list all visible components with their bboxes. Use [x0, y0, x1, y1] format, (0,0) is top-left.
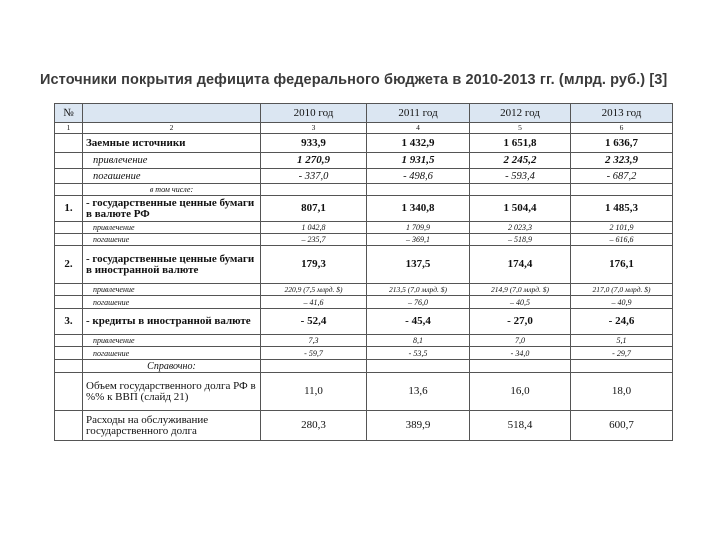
value-2010: – 41,6: [261, 296, 367, 309]
row-label: Объем государственного долга РФ в %% к ВВП (слайд 21): [83, 373, 261, 411]
domestic-securities-row: [55, 196, 673, 222]
borrowed-sources-row: [55, 134, 673, 153]
value-2013: - 24,6: [571, 309, 673, 335]
value-2010: 1 270,9: [261, 153, 367, 169]
value-2011: 1 709,9: [367, 222, 470, 234]
value-2013: 2 323,9: [571, 153, 673, 169]
value-2012: - 593,4: [470, 169, 571, 184]
value-2010: - 59,7: [261, 347, 367, 360]
row-number: [55, 169, 83, 184]
value-2013: 2 101,9: [571, 222, 673, 234]
value-2010: 807,1: [261, 196, 367, 222]
col-number-1: 1: [55, 123, 83, 134]
value-2011: - 45,4: [367, 309, 470, 335]
row-number: [55, 373, 83, 411]
foreign-loans-row: [55, 309, 673, 335]
value-2012: 174,4: [470, 246, 571, 284]
value-2013: [571, 184, 673, 196]
row-number: [55, 347, 83, 360]
borrowed-attraction-row: [55, 153, 673, 169]
domestic-repayment-row: [55, 234, 673, 246]
value-2010: 220,9 (7,5 млрд. $): [261, 284, 367, 296]
value-2013: 1 485,3: [571, 196, 673, 222]
value-2012: [470, 360, 571, 373]
col-number-6: 6: [571, 123, 673, 134]
value-2012: 7,0: [470, 335, 571, 347]
value-2012: – 518,9: [470, 234, 571, 246]
row-label: погашение: [83, 169, 261, 184]
col-number-4: 4: [367, 123, 470, 134]
value-2010: [261, 184, 367, 196]
including-row: [55, 184, 673, 196]
header-number: №: [55, 104, 83, 123]
value-2013: [571, 360, 673, 373]
foreign-securities-row: [55, 246, 673, 284]
row-label: погашение: [83, 347, 261, 360]
value-2011: – 76,0: [367, 296, 470, 309]
row-label: - государственные ценные бумаги в валюте РФ: [83, 196, 261, 222]
col-number-3: 3: [261, 123, 367, 134]
value-2012: 518,4: [470, 411, 571, 441]
row-number: [55, 335, 83, 347]
row-number: [55, 296, 83, 309]
foreign-repayment-row: [55, 296, 673, 309]
value-2011: 8,1: [367, 335, 470, 347]
row-number: 3.: [55, 309, 83, 335]
value-2011: 1 432,9: [367, 134, 470, 153]
row-label: привлечение: [83, 284, 261, 296]
value-2011: 389,9: [367, 411, 470, 441]
row-number: [55, 184, 83, 196]
value-2012: - 27,0: [470, 309, 571, 335]
foreign-attraction-row: [55, 284, 673, 296]
value-2011: 137,5: [367, 246, 470, 284]
header-2013: 2013 год: [571, 104, 673, 123]
value-2010: - 337,0: [261, 169, 367, 184]
value-2011: 1 340,8: [367, 196, 470, 222]
value-2012: 214,9 (7,0 млрд. $): [470, 284, 571, 296]
value-2010: 179,3: [261, 246, 367, 284]
value-2011: - 498,6: [367, 169, 470, 184]
column-numbers-row: [55, 123, 673, 134]
row-label: Заемные источники: [83, 134, 261, 153]
domestic-attraction-row: [55, 222, 673, 234]
value-2012: 2 245,2: [470, 153, 571, 169]
col-number-2: 2: [83, 123, 261, 134]
row-number: [55, 284, 83, 296]
value-2012: [470, 184, 571, 196]
value-2010: 11,0: [261, 373, 367, 411]
col-number-5: 5: [470, 123, 571, 134]
row-label: привлечение: [83, 153, 261, 169]
value-2011: 213,5 (7,0 млрд. $): [367, 284, 470, 296]
budget-deficit-table-wrapper: [54, 103, 673, 441]
value-2013: 176,1: [571, 246, 673, 284]
row-label: Справочно:: [83, 360, 261, 373]
header-2012: 2012 год: [470, 104, 571, 123]
row-label: привлечение: [83, 222, 261, 234]
value-2013: 1 636,7: [571, 134, 673, 153]
value-2013: 5,1: [571, 335, 673, 347]
value-2011: 13,6: [367, 373, 470, 411]
value-2010: – 235,7: [261, 234, 367, 246]
value-2012: – 40,5: [470, 296, 571, 309]
value-2013: 600,7: [571, 411, 673, 441]
budget-deficit-table: [54, 103, 673, 441]
value-2010: - 52,4: [261, 309, 367, 335]
value-2010: 1 042,8: [261, 222, 367, 234]
value-2012: 1 504,4: [470, 196, 571, 222]
loans-repayment-row: [55, 347, 673, 360]
value-2013: – 616,6: [571, 234, 673, 246]
header-row: [55, 104, 673, 123]
slide-title: Источники покрытия дефицита федерального бюджета в 2010-2013 гг. (млрд. руб.) [3]: [40, 72, 668, 88]
row-label: погашение: [83, 234, 261, 246]
header-2010: 2010 год: [261, 104, 367, 123]
debt-service-row: [55, 411, 673, 441]
row-number: [55, 234, 83, 246]
value-2010: 7,3: [261, 335, 367, 347]
value-2013: 18,0: [571, 373, 673, 411]
row-label: привлечение: [83, 335, 261, 347]
row-label: погашение: [83, 296, 261, 309]
value-2013: 217,0 (7,0 млрд. $): [571, 284, 673, 296]
header-name: [83, 104, 261, 123]
value-2013: - 687,2: [571, 169, 673, 184]
row-number: 1.: [55, 196, 83, 222]
header-2011: 2011 год: [367, 104, 470, 123]
row-label: в том числе:: [83, 184, 261, 196]
row-number: 2.: [55, 246, 83, 284]
value-2012: - 34,0: [470, 347, 571, 360]
value-2010: 933,9: [261, 134, 367, 153]
value-2013: – 40,9: [571, 296, 673, 309]
value-2011: - 53,5: [367, 347, 470, 360]
row-number: [55, 134, 83, 153]
value-2011: 1 931,5: [367, 153, 470, 169]
value-2013: - 29,7: [571, 347, 673, 360]
row-label: - государственные ценные бумаги в иностранной валюте: [83, 246, 261, 284]
borrowed-repayment-row: [55, 169, 673, 184]
value-2012: 2 023,3: [470, 222, 571, 234]
value-2011: [367, 184, 470, 196]
row-number: [55, 411, 83, 441]
value-2011: [367, 360, 470, 373]
row-number: [55, 153, 83, 169]
value-2010: 280,3: [261, 411, 367, 441]
value-2012: 1 651,8: [470, 134, 571, 153]
row-number: [55, 360, 83, 373]
reference-row: [55, 360, 673, 373]
row-label: Расходы на обслуживание государственного долга: [83, 411, 261, 441]
loans-attraction-row: [55, 335, 673, 347]
value-2012: 16,0: [470, 373, 571, 411]
row-number: [55, 222, 83, 234]
value-2011: – 369,1: [367, 234, 470, 246]
debt-to-gdp-row: [55, 373, 673, 411]
value-2010: [261, 360, 367, 373]
row-label: - кредиты в иностранной валюте: [83, 309, 261, 335]
